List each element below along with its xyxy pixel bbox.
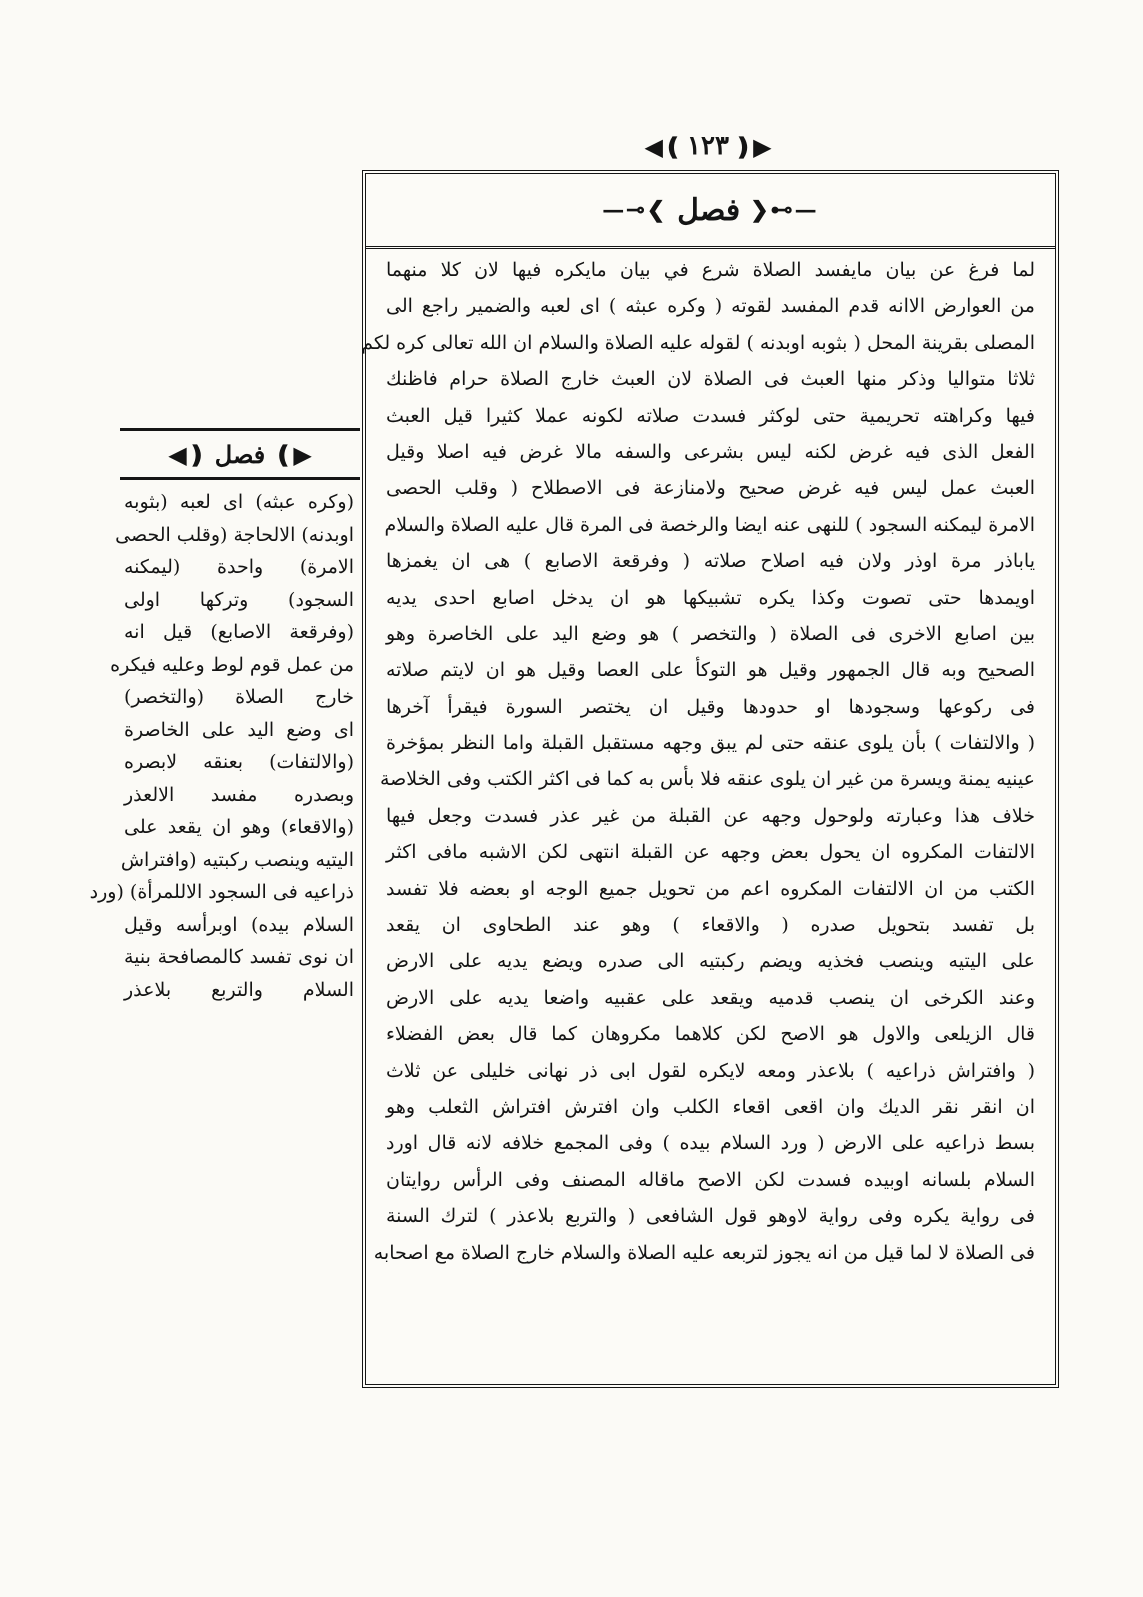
main-text-line: الكتب من ان الالتفات المكروه اعم من تحويل جميع الوجه او بعضه فلا تفسد — [386, 877, 1035, 900]
main-text-line: الصحيح وبه قال الجمهور وقيل هو التوكأ على العصا وقيل هو ان لايتم صلاته — [386, 659, 1035, 682]
main-text-body — [361, 252, 1035, 1271]
main-text-line: الفعل الذى فيه غرض لكنه ليس بشرعى والسفه مالا غرض فيه اصلا وقيل — [386, 440, 1035, 463]
main-text-line: عينيه يمنة ويسرة من غير ان يلوى عنقه فلا بأس به كما فى اكثر الكتب وفى الخلاصة — [379, 768, 1035, 791]
main-text-line: وعند الكرخى ان ينصب قدميه ويقعد على عقبيه واضعا يديه على الارض — [386, 986, 1035, 1009]
main-text-line: المصلى بقرينة المحل ( بثوبه اوبدنه ) لقوله عليه الصلاة والسلام ان الله تعالى كره لكم — [361, 331, 1035, 354]
main-text-line: السلام بلسانه اوبيده فسدت لكن الاصح ماقاله المصنف وفى الرأس روايتان — [386, 1168, 1035, 1191]
right-arrow-ornament-icon: ❪▶ — [273, 439, 312, 469]
main-text-line: خلاف هذا وعبارته ولوحول وجهه عن القبلة من غير عذر فسدت وجعل فيها — [386, 804, 1035, 827]
side-text-line: (وكره عبثه) اى لعبه (بثوبه — [124, 491, 354, 513]
page-number — [638, 126, 778, 166]
side-text-body — [89, 480, 360, 1006]
side-section-header — [120, 428, 360, 480]
main-text-line: ياباذر مرة اوذر ولان فيه اصلاح صلاته ( وفرقعة الاصابع ) هى ان يغمزها — [386, 550, 1035, 573]
side-text-line: ذراعيه فى السجود الاللمرأة) (ورد — [89, 881, 354, 903]
right-ornament-icon: ❫▶ — [732, 131, 772, 161]
main-section-header — [366, 174, 1055, 249]
side-text-line: خارج الصلاة (والتخصر) — [124, 686, 354, 708]
side-text-line: اليتيه وينصب ركبتيه (وافتراش — [120, 848, 354, 871]
main-text-line: على اليتيه وينصب فخذيه ويضم ركبتيه الى صدره ويضع يديه على الارض — [386, 950, 1035, 973]
main-section-title: فصل — [677, 192, 741, 228]
side-text-line: السلام بيده) اوبرأسه وقيل — [124, 913, 354, 936]
main-text-line: بل تفسد بتحويل صدره ( والاقعاء ) وهو عند الطحاوى ان يقعد — [386, 914, 1035, 937]
main-text-line: فيها وكراهته تحريمية حتى لوكثر فسدت صلاته لكونه عملا كثيرا قيل العبث — [386, 404, 1035, 427]
left-arrow-ornament-icon: ◀❫ — [168, 439, 207, 469]
main-text-line: الامرة ليمكنه السجود ) للنهى عنه ايضا والرخصة فى المرة قال عليه الصلاة والسلام — [384, 513, 1035, 536]
side-text-line: الامرة) واحدة (ليمكنه — [124, 556, 354, 578]
main-text-line: اويمدها حتى تصوت وكذا يكره تشبيكها هو ان يدخل اصابع احدى يديه — [386, 586, 1035, 609]
page-number-text: ١٢٣ — [687, 131, 729, 161]
side-text-line: اوبدنه) الالحاجة (وقلب الحصى — [115, 523, 354, 546]
side-text-line: السلام والتربع بلاعذر — [124, 978, 354, 1001]
main-text-line: لما فرغ عن بيان مايفسد الصلاة شرع في بيان مايكره فيها لان كلا منهما — [386, 259, 1035, 281]
main-text-frame — [362, 170, 1059, 1388]
left-flourish-icon: —⊸❮ — [602, 197, 668, 223]
side-text-line: (وفرقعة الاصابع) قيل انه — [124, 621, 354, 643]
side-text-line: ان نوى تفسد كالمصافحة بنية — [124, 946, 354, 968]
main-text-line: ان انقر نقر الديك وان اقعى اقعاء الكلب وان افترش افتراش الثعلب وهو — [386, 1095, 1035, 1118]
main-text-line: ( والالتفات ) بأن يلوى عنقه حتى لم يبق وجهه مستقبل القبلة واما النظر بمؤخرة — [386, 732, 1035, 755]
main-text-line: ( وافتراش ذراعيه ) بلاعذر ومعه لايكره لقول ابى ذر نهانى خليلى عن ثلاث — [386, 1059, 1035, 1082]
left-ornament-icon: ◀❪ — [644, 131, 684, 161]
side-text-line: اى وضع اليد على الخاصرة — [124, 718, 354, 741]
side-text-line: (والاقعاء) وهو ان يقعد على — [124, 816, 354, 838]
main-text-line: فى ركوعها وسجودها او حدودها وقيل ان يختصر السورة فيقرأ آخرها — [386, 695, 1035, 718]
side-text-line: (والالتفات) بعنقه لابصره — [124, 751, 354, 773]
side-text-line: وبصدره مفسد الالعذر — [124, 783, 354, 806]
main-text-line: الالتفات المكروه ان يحول بعض وجهه عن القبلة انتهى لكن الاشبه مافى اكثر — [386, 841, 1035, 864]
side-column — [89, 428, 360, 1006]
main-text-line: ثلاثا متواليا وذكر منها العبث فى الصلاة لان العبث خارج الصلاة حرام فاظنك — [386, 368, 1035, 391]
right-flourish-icon: ❯⊷— — [750, 197, 819, 223]
main-text-line: بين اصابع الاخرى فى الصلاة ( والتخصر ) هو وضع اليد على الخاصرة وهو — [386, 622, 1035, 645]
main-text-line: فى رواية يكره وفى رواية لاوهو قول الشافعى ( والتربع بلاعذر ) لترك السنة — [386, 1205, 1035, 1228]
side-text-line: من عمل قوم لوط وعليه فيكره — [110, 653, 354, 676]
main-text-line: بسط ذراعيه على الارض ( ورد السلام بيده ) وفى المجمع خلافه لانه قال اورد — [386, 1132, 1035, 1155]
main-text-line: من العوارض الاانه قدم المفسد لقوته ( وكره عبثه ) اى لعبه والضمير راجع الى — [386, 295, 1035, 318]
main-text-line: العبث عمل ليس فيه غرض صحيح ولامنازعة فى الاصطلاح ( وقلب الحصى — [386, 477, 1035, 500]
main-text-line: قال الزيلعى والاول هو الاصح لكن كلاهما مكروهان كما قال بعض الفضلاء — [386, 1023, 1035, 1046]
main-text-line: فى الصلاة لا لما قيل من انه يجوز لتربعه عليه الصلاة والسلام خارج الصلاة مع اصحابه — [373, 1241, 1035, 1264]
side-text-line: السجود) وتركها اولى — [124, 588, 354, 611]
side-section-title: فصل — [214, 439, 266, 469]
